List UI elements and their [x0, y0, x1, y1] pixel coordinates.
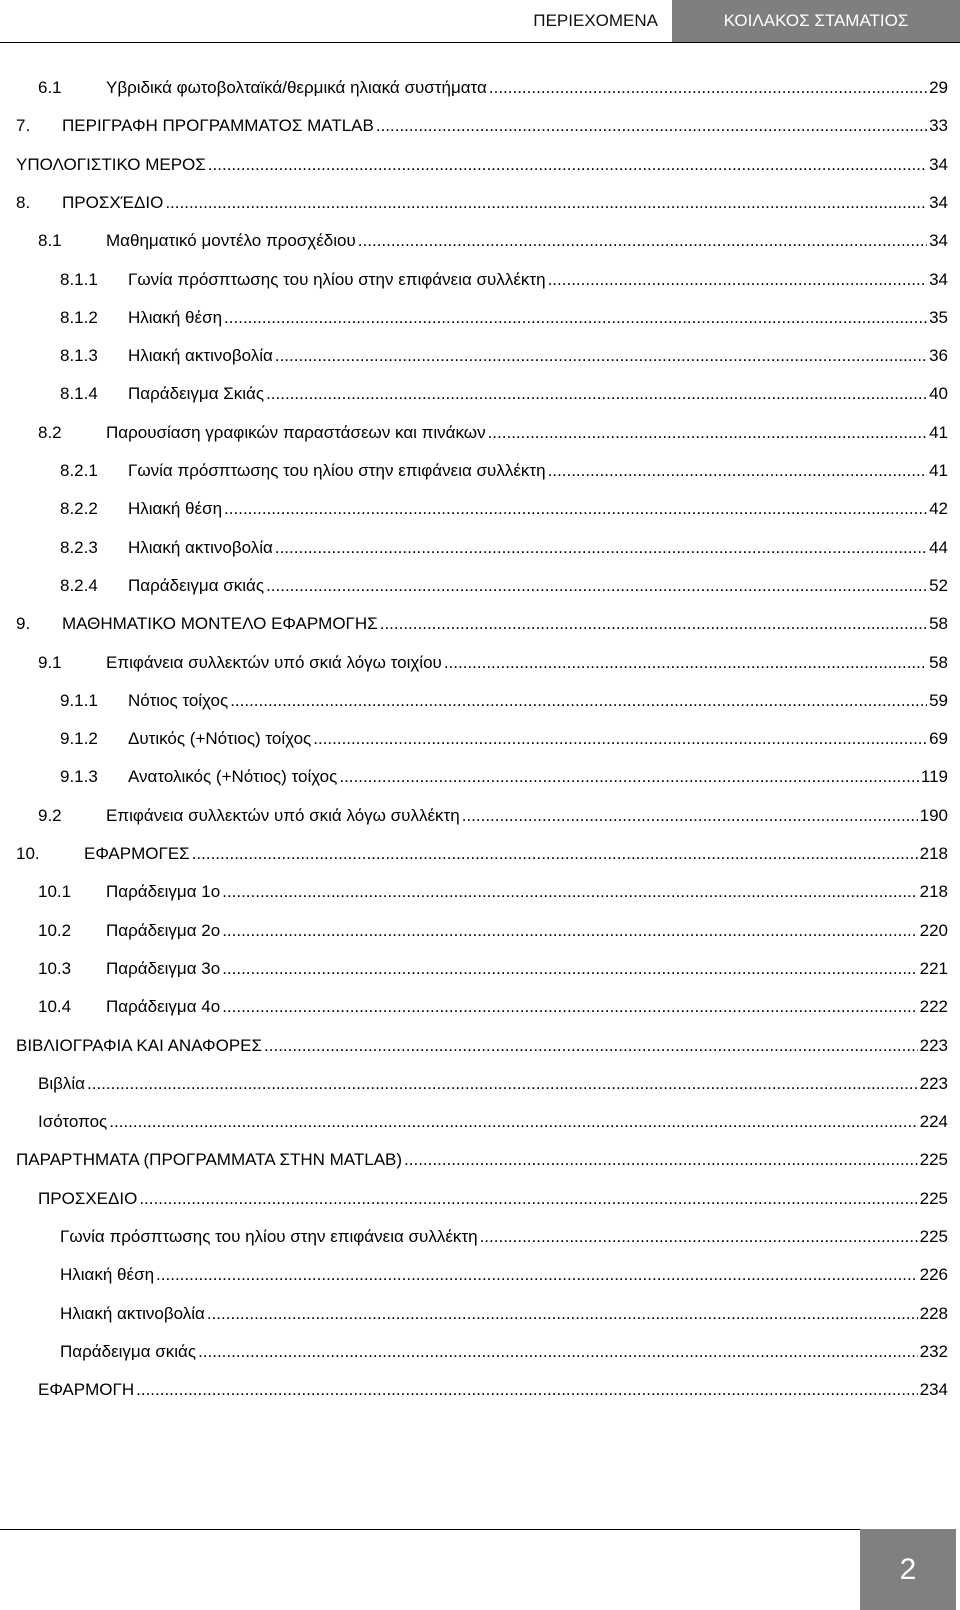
- toc-dot-leader: [548, 453, 928, 489]
- toc-entry-page: 58: [929, 614, 948, 634]
- toc-entry-title: Ηλιακή θέση: [60, 1265, 155, 1285]
- toc-entry-number: 9.1.2: [60, 729, 98, 749]
- toc-entry[interactable]: [16, 606, 948, 642]
- toc-entry[interactable]: [60, 568, 948, 604]
- toc-entry-title: ΠΕΡΙΓΡΑΦΗ ΠΡΟΓΡΑΜΜΑΤΟΣ MATLAB: [62, 116, 374, 136]
- toc-entry[interactable]: [38, 1066, 948, 1102]
- toc-entry-title: Ηλιακή ακτινοβολία: [128, 346, 273, 366]
- toc-entry-page: 33: [929, 116, 948, 136]
- toc-dot-leader: [358, 223, 927, 259]
- toc-entry-title: Νότιος τοίχος: [128, 690, 229, 710]
- toc-dot-leader: [136, 1372, 918, 1408]
- toc-entry[interactable]: [60, 683, 948, 719]
- toc-entry-number: 9.1.1: [60, 690, 98, 710]
- toc-dot-leader: [489, 70, 927, 106]
- toc-dot-leader: [222, 951, 917, 987]
- toc-entry-page: 29: [929, 78, 948, 97]
- toc-dot-leader: [222, 989, 917, 1025]
- toc-entry[interactable]: [38, 913, 948, 949]
- toc-entry-page: 220: [919, 920, 948, 940]
- toc-dot-leader: [139, 1181, 917, 1217]
- toc-entry[interactable]: [38, 1104, 948, 1140]
- toc-entry-number: 10.1: [38, 882, 72, 902]
- toc-entry-page: 223: [919, 1035, 948, 1055]
- toc-entry-page: 34: [929, 231, 948, 251]
- toc-entry-number: 8.2.2: [60, 499, 98, 519]
- toc-entry-page: 228: [919, 1303, 948, 1323]
- toc-entry-number: 10.4: [38, 997, 72, 1017]
- toc-entry-title: Παράδειγμα 1ο: [106, 882, 221, 902]
- toc-entry-page: 42: [929, 499, 948, 519]
- toc-entry[interactable]: [60, 721, 948, 757]
- toc-entry-number: 10.3: [38, 958, 72, 978]
- toc-dot-leader: [207, 1296, 918, 1332]
- toc-dot-leader: [165, 185, 927, 221]
- toc-entry-number: 8.2.4: [60, 575, 98, 595]
- toc-entry-title: Γωνία πρόσπτωσης του ηλίου στην επιφάνεια συλλέκτη: [128, 461, 546, 480]
- toc-entry[interactable]: [60, 759, 948, 795]
- toc-entry[interactable]: [38, 1181, 948, 1217]
- toc-dot-leader: [462, 798, 918, 834]
- toc-entry-page: 35: [929, 307, 948, 327]
- toc-entry-title: Ηλιακή θέση: [128, 499, 223, 519]
- toc-dot-leader: [224, 300, 927, 336]
- toc-entry-title: Επιφάνεια συλλεκτών υπό σκιά λόγω συλλέκτη: [106, 805, 460, 825]
- toc-entry[interactable]: [38, 223, 948, 259]
- toc-entry[interactable]: [38, 1372, 948, 1408]
- toc-entry-title: Βιβλία: [38, 1073, 85, 1093]
- toc-entry-page: 36: [929, 346, 948, 366]
- toc-entry-page: 34: [929, 269, 948, 289]
- toc-dot-leader: [275, 338, 927, 374]
- toc-dot-leader: [380, 606, 927, 642]
- toc-entry-page: 225: [919, 1188, 948, 1208]
- toc-entry[interactable]: [60, 376, 948, 412]
- toc-dot-leader: [156, 1257, 918, 1293]
- toc-entry-page: 226: [919, 1265, 948, 1285]
- toc-entry[interactable]: [38, 989, 948, 1025]
- toc-entry-title: Επιφάνεια συλλεκτών υπό σκιά λόγω τοιχίου: [106, 652, 442, 672]
- toc-dot-leader: [480, 1219, 918, 1255]
- toc-entry[interactable]: [60, 262, 948, 298]
- toc-entry-page: 34: [929, 192, 948, 212]
- toc-entry-page: 218: [919, 882, 948, 902]
- toc-entry[interactable]: [16, 836, 948, 872]
- toc-entry-title: Γωνία πρόσπτωσης του ηλίου στην επιφάνεια συλλέκτη: [128, 269, 546, 289]
- toc-entry-page: 59: [929, 690, 948, 710]
- toc-entry[interactable]: [38, 70, 948, 106]
- toc-entry[interactable]: [38, 415, 948, 451]
- toc-entry-title: ΠΡΟΣΧΕΔΙΟ: [38, 1188, 138, 1208]
- toc-entry-title: ΠΡΟΣΧΈΔΙΟ: [62, 192, 164, 212]
- toc-entry-page: 69: [929, 729, 948, 749]
- toc-entry-title: Ηλιακή ακτινοβολία: [60, 1303, 205, 1323]
- toc-entry-title: Ισότοπος: [38, 1112, 108, 1132]
- header-section-title: ΠΕΡΙΕΧΟΜΕΝΑ: [533, 11, 658, 30]
- toc-entry[interactable]: [16, 147, 948, 183]
- toc-entry-number: 9.: [16, 614, 31, 634]
- toc-entry-page: 119: [920, 767, 948, 787]
- toc-entry-number: 7.: [16, 116, 31, 136]
- toc-dot-leader: [275, 530, 927, 566]
- toc-entry-title: ΕΦΑΡΜΟΓΗ: [38, 1380, 135, 1400]
- toc-entry[interactable]: [60, 1296, 948, 1332]
- toc-entry-page: 234: [919, 1380, 948, 1400]
- toc-entry-title: Παρουσίαση γραφικών παραστάσεων και πινάκων: [106, 422, 486, 442]
- toc-entry[interactable]: [38, 874, 948, 910]
- toc-entry-title: Μαθηματικό μοντέλο προσχέδιου: [106, 231, 356, 251]
- toc-entry-page: 224: [919, 1112, 948, 1132]
- toc-entry-number: 8.1.3: [60, 346, 98, 366]
- toc-entry-title: ΠΑΡΑΡΤΗΜΑΤΑ (ΠΡΟΓΡΑΜΜΑΤΑ ΣΤΗΝ MATLAB): [16, 1150, 403, 1170]
- toc-entry-title: Παράδειγμα Σκιάς: [128, 384, 265, 404]
- toc-dot-leader: [266, 376, 927, 412]
- toc-dot-leader: [192, 836, 918, 872]
- toc-entry[interactable]: [60, 300, 948, 336]
- toc-entry-title: Ηλιακή ακτινοβολία: [128, 537, 273, 557]
- toc-entry-page: 190: [919, 805, 948, 825]
- toc-entry-number: 9.2: [38, 805, 62, 825]
- toc-entry-title: ΜΑΘΗΜΑΤΙΚΟ ΜΟΝΤΕΛΟ ΕΦΑΡΜΟΓΗΣ: [62, 614, 378, 634]
- toc-entry-page: 225: [919, 1150, 948, 1170]
- toc-dot-leader: [208, 147, 927, 183]
- toc-entry-title: Δυτικός (+Νότιος) τοίχος: [128, 729, 312, 749]
- toc-entry-title: Παράδειγμα 2ο: [106, 920, 221, 940]
- toc-entry-page: 44: [929, 537, 948, 557]
- toc-dot-leader: [313, 721, 927, 757]
- toc-dot-leader: [230, 683, 927, 719]
- toc-entry-number: 8.1: [38, 231, 62, 251]
- toc-entry-page: 221: [919, 958, 948, 978]
- toc-entry-number: 8.2: [38, 422, 62, 442]
- toc-entry-title: Υβριδικά φωτοβολταϊκά/θερμικά ηλιακά συστήματα: [106, 78, 487, 97]
- toc-dot-leader: [444, 645, 927, 681]
- toc-entry[interactable]: [60, 1334, 948, 1370]
- toc-entry-number: 10.2: [38, 920, 72, 940]
- toc-entry-page: 223: [919, 1073, 948, 1093]
- toc-dot-leader: [339, 759, 919, 795]
- toc-entry-page: 41: [929, 422, 948, 442]
- toc-dot-leader: [224, 491, 927, 527]
- toc-entry-number: 8.1.4: [60, 384, 98, 404]
- toc-entry-page: 40: [929, 384, 948, 404]
- toc-entry-number: 8.2.1: [60, 461, 98, 480]
- toc-dot-leader: [264, 1028, 918, 1064]
- toc-entry-title: Ηλιακή θέση: [128, 307, 223, 327]
- toc-entry-title: ΥΠΟΛΟΓΙΣΤΙΚΟ ΜΕΡΟΣ: [16, 154, 206, 174]
- toc-entry[interactable]: [60, 1219, 948, 1255]
- toc-entry-number: 10.: [16, 844, 40, 863]
- toc-entry[interactable]: [60, 530, 948, 566]
- toc-entry[interactable]: [60, 1257, 948, 1293]
- toc-entry-page: 52: [929, 575, 948, 595]
- toc-entry-page: 41: [929, 461, 948, 480]
- toc-entry-number: 8.2.3: [60, 537, 98, 557]
- toc-entry[interactable]: [38, 645, 948, 681]
- toc-dot-leader: [266, 568, 927, 604]
- toc-dot-leader: [222, 913, 917, 949]
- toc-entry[interactable]: [60, 338, 948, 374]
- toc-entry-page: 222: [919, 997, 948, 1017]
- toc-entry-page: 218: [919, 844, 948, 863]
- header-rule: [0, 42, 960, 43]
- toc-entry-title: Παράδειγμα σκιάς: [128, 575, 265, 595]
- toc-entry-page: 58: [929, 652, 948, 672]
- footer-rule: [0, 1529, 860, 1530]
- toc-entry-title: Παράδειγμα 3ο: [106, 958, 221, 978]
- toc-dot-leader: [404, 1142, 918, 1178]
- toc-entry-number: 9.1.3: [60, 767, 98, 787]
- toc-entry[interactable]: [16, 108, 948, 144]
- toc-entry-title: ΕΦΑΡΜΟΓΕΣ: [84, 844, 190, 863]
- toc-dot-leader: [87, 1066, 918, 1102]
- toc-entry[interactable]: [38, 951, 948, 987]
- page-header: [0, 0, 960, 42]
- toc-dot-leader: [222, 874, 917, 910]
- toc-dot-leader: [109, 1104, 917, 1140]
- toc-entry[interactable]: [60, 453, 948, 489]
- toc-entry[interactable]: [16, 185, 948, 221]
- toc-dot-leader: [376, 108, 927, 144]
- toc-entry-page: 232: [919, 1341, 948, 1361]
- toc-entry-page: 225: [919, 1227, 948, 1246]
- toc-entry-number: 8.1.2: [60, 307, 98, 327]
- toc-entry-title: Ανατολικός (+Νότιος) τοίχος: [128, 767, 338, 787]
- toc-entry[interactable]: [16, 1028, 948, 1064]
- toc-entry-title: Γωνία πρόσπτωσης του ηλίου στην επιφάνεια συλλέκτη: [60, 1227, 478, 1246]
- toc-entry-title: ΒΙΒΛΙΟΓΡΑΦΙΑ ΚΑΙ ΑΝΑΦΟΡΕΣ: [16, 1035, 263, 1055]
- toc-entry-title: Παράδειγμα 4ο: [106, 997, 221, 1017]
- toc-entry[interactable]: [38, 798, 948, 834]
- toc-entry[interactable]: [60, 491, 948, 527]
- toc-entry-title: Παράδειγμα σκιάς: [60, 1341, 197, 1361]
- toc-entry-number: 6.1: [38, 78, 62, 97]
- toc-entry-number: 8.: [16, 192, 31, 212]
- toc-entry-page: 34: [929, 154, 948, 174]
- toc-dot-leader: [198, 1334, 918, 1370]
- header-author-box: ΚΟΙΛΑΚΟΣ ΣΤΑΜΑΤΙΟΣ: [672, 0, 960, 42]
- toc-entry-number: 9.1: [38, 652, 62, 672]
- toc-dot-leader: [488, 415, 928, 451]
- toc-dot-leader: [548, 262, 928, 298]
- toc-entry[interactable]: [16, 1142, 948, 1178]
- toc-entry-number: 8.1.1: [60, 269, 98, 289]
- page-number: 2: [860, 1529, 956, 1610]
